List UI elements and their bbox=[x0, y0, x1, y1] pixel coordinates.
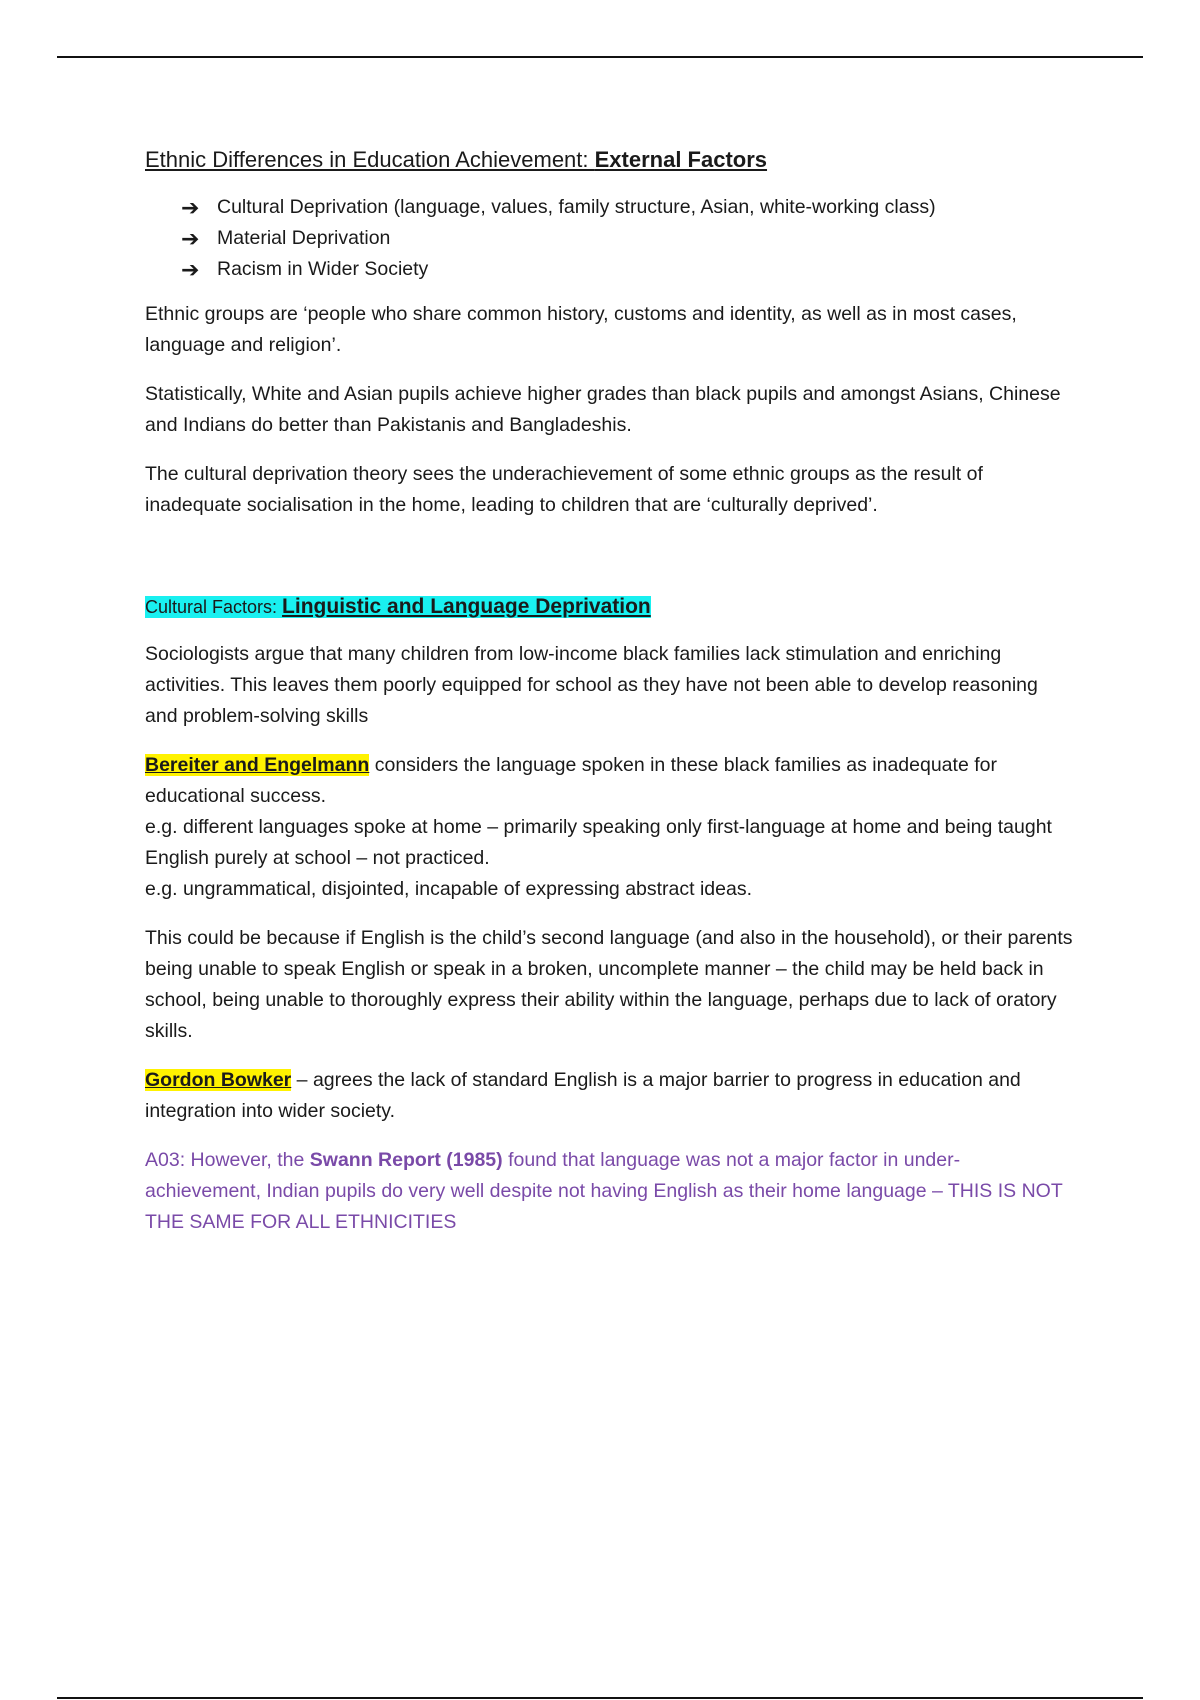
footer-rule bbox=[57, 1697, 1143, 1699]
page-title bbox=[145, 140, 1075, 180]
list-item bbox=[181, 192, 1075, 223]
list-item-text: Cultural Deprivation (language, values, family structure, Asian, white-working class) bbox=[217, 196, 936, 218]
cultural-deprivation-paragraph: The cultural deprivation theory sees the underachievement of some ethnic groups as the result of inadequate socialisation in the home, leading to children that are ‘culturally deprived’. bbox=[145, 463, 983, 516]
list-item bbox=[181, 254, 1075, 285]
ao3-prefix: A03: However, the bbox=[145, 1149, 310, 1171]
bereiter-text: considers the language spoken in these black families as inadequate for educational success. bbox=[145, 754, 997, 807]
example-different-languages: e.g. different languages spoke at home – primarily speaking only first-language at home and being taught English purely at school – not practiced. bbox=[145, 816, 1052, 869]
ao3-text: found that language was not a major factor in under-achievement, Indian pupils do very well despite not having English as their home language – THIS IS NOT THE SAME FOR ALL ETHNICITIES bbox=[145, 1149, 1063, 1233]
section-heading-highlight bbox=[145, 596, 651, 618]
header-rule bbox=[57, 56, 1143, 58]
arrow-right-icon: ➔ bbox=[181, 257, 200, 282]
arrow-right-icon: ➔ bbox=[181, 226, 200, 251]
list-item-text: Racism in Wider Society bbox=[217, 258, 429, 280]
list-item bbox=[181, 223, 1075, 254]
statistics-paragraph: Statistically, White and Asian pupils achieve higher grades than black pupils and amongst Asians, Chinese and Indians do better than Pakistanis and Bangladeshis. bbox=[145, 383, 1061, 436]
list-item-text: Material Deprivation bbox=[217, 227, 391, 249]
section-heading-prefix: Cultural Factors: bbox=[145, 597, 283, 617]
arrow-right-icon: ➔ bbox=[181, 195, 200, 220]
ao3-evaluation-paragraph bbox=[145, 1145, 1075, 1238]
bowker-text: – agrees the lack of standard English is a major barrier to progress in education and integration into wider society. bbox=[145, 1069, 1021, 1122]
bereiter-engelmann-name: Bereiter and Engelmann bbox=[145, 754, 370, 776]
section-heading bbox=[145, 591, 1075, 623]
swann-report-reference: Swann Report (1985) bbox=[309, 1149, 503, 1171]
bowker-paragraph bbox=[145, 1065, 1075, 1127]
page-title-bold: External Factors bbox=[594, 147, 768, 172]
document-body bbox=[145, 140, 1075, 1256]
section-heading-title: Linguistic and Language Deprivation bbox=[282, 595, 651, 618]
sociologists-paragraph: Sociologists argue that many children from low-income black families lack stimulation and enriching activities. This leaves them poorly equipped for school as they have not been able to develop reasoning and problem-solving skills bbox=[145, 643, 1038, 727]
gordon-bowker-name: Gordon Bowker bbox=[145, 1069, 292, 1091]
factor-list bbox=[181, 192, 1075, 285]
ethnic-groups-definition: Ethnic groups are ‘people who share common history, customs and identity, as well as in most cases, language and religion’. bbox=[145, 303, 1017, 356]
bereiter-paragraph bbox=[145, 750, 1075, 905]
page-title-prefix: Ethnic Differences in Education Achievement: bbox=[145, 147, 595, 172]
english-second-language-paragraph: This could be because if English is the child’s second language (and also in the household), or their parents being unable to speak English or speak in a broken, uncomplete manner – the child may be held back in school, being unable to thoroughly express their ability within the language, perhaps due to lack of oratory skills. bbox=[145, 927, 1073, 1042]
example-ungrammatical: e.g. ungrammatical, disjointed, incapable of expressing abstract ideas. bbox=[145, 878, 753, 900]
